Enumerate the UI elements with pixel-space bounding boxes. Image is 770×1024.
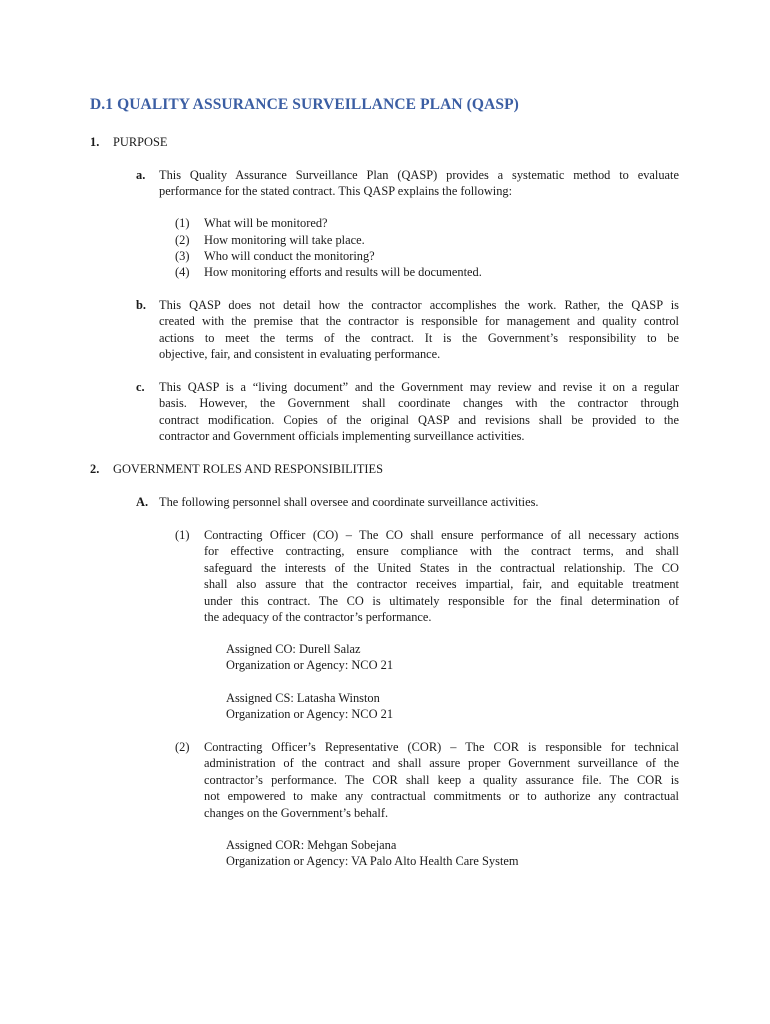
paragraph-c-marker: c. bbox=[136, 380, 145, 394]
cor-organization: Organization or Agency: VA Palo Alto Health Care System bbox=[226, 854, 519, 868]
list-item-number: (2) bbox=[175, 233, 190, 247]
page-title: D.1 QUALITY ASSURANCE SURVEILLANCE PLAN (QASP) bbox=[90, 96, 519, 113]
paragraph-b-line: created with the premise that the contractor is responsible for management and quality control bbox=[159, 314, 679, 329]
paragraph-A-text: The following personnel shall oversee and coordinate surveillance activities. bbox=[159, 495, 539, 509]
list-item-number: (1) bbox=[175, 216, 190, 230]
assigned-co: Assigned CO: Durell Salaz bbox=[226, 642, 361, 656]
co-organization: Organization or Agency: NCO 21 bbox=[226, 658, 394, 672]
list-item-number: (4) bbox=[175, 265, 190, 279]
item-1-line: Contracting Officer (CO) – The CO shall ensure performance of all necessary actions bbox=[204, 528, 679, 542]
list-item-number: (3) bbox=[175, 249, 190, 263]
item-2-number: (2) bbox=[175, 740, 190, 754]
item-1-line: the adequacy of the contractor’s performance. bbox=[204, 610, 432, 625]
list-item-text: How monitoring efforts and results will be documented. bbox=[204, 265, 482, 279]
cs-organization: Organization or Agency: NCO 21 bbox=[226, 707, 394, 721]
paragraph-A-marker: A. bbox=[136, 495, 149, 509]
assigned-cor: Assigned COR: Mehgan Sobejana bbox=[226, 838, 397, 852]
section-1-number: 1. bbox=[90, 135, 100, 149]
paragraph-a bbox=[159, 167, 679, 200]
item-1-paragraph bbox=[204, 527, 679, 625]
section-2-heading: GOVERNMENT ROLES AND RESPONSIBILITIES bbox=[113, 462, 383, 476]
paragraph-b-line: actions to meet the terms of the contract. It is the Government’s responsibility to be bbox=[159, 330, 679, 345]
paragraph-b-line: objective, fair, and consistent in evaluating performance. bbox=[159, 347, 441, 362]
item-2-line: Contracting Officer’s Representative (COR) – The COR is responsible for technical bbox=[204, 740, 679, 754]
paragraph-c-line: basis. However, the Government shall coordinate changes with the contractor through bbox=[159, 396, 679, 411]
paragraph-c-line: contract modification. Copies of the original QASP and revisions shall be provided to the bbox=[159, 412, 679, 427]
item-2-line: contractor’s performance. The COR shall keep a quality assurance file. The COR is bbox=[204, 772, 679, 787]
item-1-line: under this contract. The CO is ultimately responsible for the final determination of bbox=[204, 593, 679, 608]
item-2-line: administration of the contract and shall assure proper Government surveillance of the bbox=[204, 756, 679, 771]
paragraph-b bbox=[159, 297, 679, 363]
section-2-number: 2. bbox=[90, 462, 100, 476]
list-item-text: What will be monitored? bbox=[204, 216, 328, 230]
paragraph-c-line: This QASP is a “living document” and the Government may review and revise it on a regular bbox=[159, 380, 679, 394]
item-1-line: for effective contracting, ensure compliance with the contract terms, and shall bbox=[204, 544, 679, 559]
paragraph-a-line: This Quality Assurance Surveillance Plan (QASP) provides a systematic method to evaluate bbox=[159, 168, 679, 182]
paragraph-a-marker: a. bbox=[136, 168, 146, 182]
paragraph-b-line: This QASP does not detail how the contractor accomplishes the work. Rather, the QASP is bbox=[159, 298, 679, 312]
assigned-cs: Assigned CS: Latasha Winston bbox=[226, 691, 380, 705]
item-1-line: safeguard the interests of the United States in the contractual relationship. The CO bbox=[204, 560, 679, 575]
item-2-line: not empowered to make any contractual commitments or to authorize any contractual bbox=[204, 789, 679, 804]
paragraph-b-marker: b. bbox=[136, 298, 146, 312]
item-1-number: (1) bbox=[175, 528, 190, 542]
paragraph-c-line: contractor and Government officials implementing surveillance activities. bbox=[159, 429, 525, 444]
paragraph-c bbox=[159, 379, 679, 445]
item-2-line: changes on the Government’s behalf. bbox=[204, 805, 389, 820]
paragraph-a-line: performance for the stated contract. This QASP explains the following: bbox=[159, 184, 513, 199]
list-item-text: How monitoring will take place. bbox=[204, 233, 365, 247]
section-1-heading: PURPOSE bbox=[113, 135, 168, 149]
item-1-line: shall also assure that the contractor receives impartial, fair, and equitable treatment bbox=[204, 577, 679, 592]
item-2-paragraph bbox=[204, 739, 679, 821]
list-item-text: Who will conduct the monitoring? bbox=[204, 249, 375, 263]
